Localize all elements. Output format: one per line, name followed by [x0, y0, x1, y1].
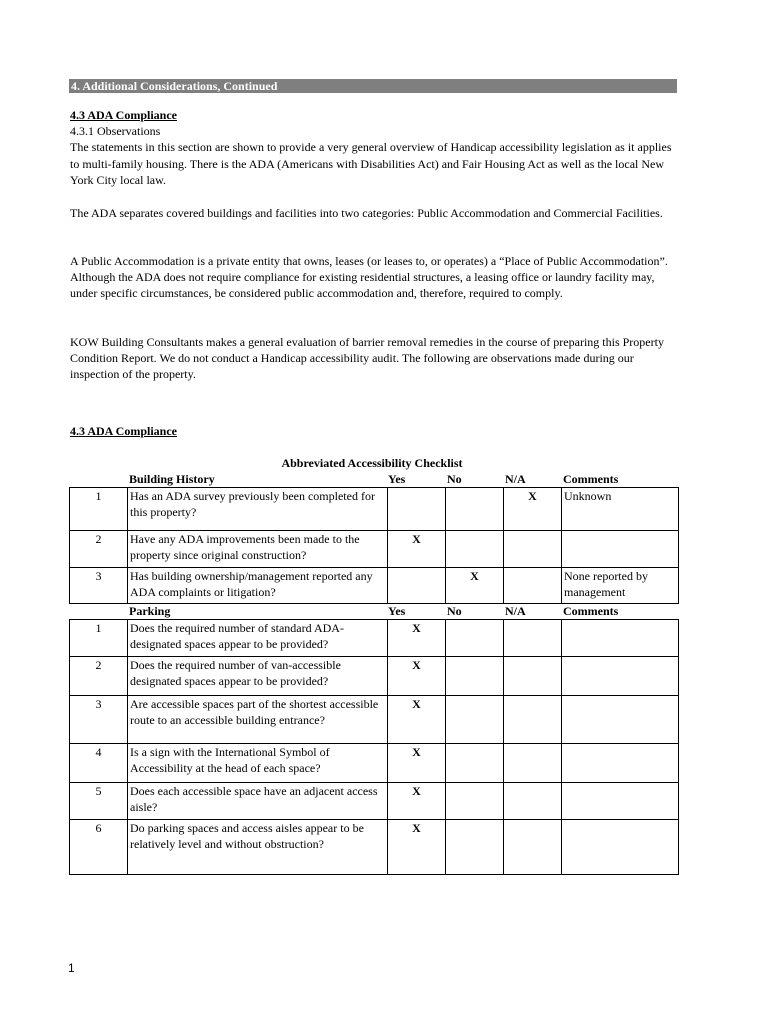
- building-history-table: [69, 487, 679, 604]
- yes-cell: X: [388, 657, 446, 696]
- row-number: 2: [70, 531, 128, 568]
- parking-table: [69, 619, 679, 875]
- yes-cell: [388, 568, 446, 604]
- no-cell: [446, 488, 504, 531]
- no-cell: X: [446, 568, 504, 604]
- question-text: Has building ownership/management reported any ADA complaints or litigation?: [128, 568, 388, 604]
- comment-cell: [562, 620, 679, 657]
- row-number: 6: [70, 820, 128, 875]
- no-cell: [446, 620, 504, 657]
- table-row: [70, 744, 679, 783]
- table-row: [70, 657, 679, 696]
- question-text: Do parking spaces and access aisles appear to be relatively level and without obstruction?: [128, 820, 388, 875]
- na-cell: [504, 620, 562, 657]
- section-heading: 4.3 ADA Compliance: [70, 108, 178, 122]
- col-header-comments: Comments: [563, 472, 619, 486]
- no-cell: [446, 744, 504, 783]
- checklist-title: Abbreviated Accessibility Checklist: [281, 456, 463, 470]
- no-cell: [446, 696, 504, 744]
- paragraph-categories: The ADA separates covered buildings and facilities into two categories: Public Accommodation and Commercial Facilities.: [70, 206, 663, 220]
- group-label-building-history: Building History: [129, 472, 215, 486]
- comment-cell: Unknown: [562, 488, 679, 531]
- comment-cell: [562, 696, 679, 744]
- yes-cell: X: [388, 744, 446, 783]
- row-number: 4: [70, 744, 128, 783]
- no-cell: [446, 820, 504, 875]
- table-row: [70, 696, 679, 744]
- table-row: [70, 620, 679, 657]
- col-header-yes: Yes: [388, 604, 406, 618]
- section-header: 4. Additional Considerations, Continued: [69, 79, 677, 93]
- row-number: 3: [70, 696, 128, 744]
- comment-cell: [562, 820, 679, 875]
- comment-cell: [562, 783, 679, 820]
- question-text: Is a sign with the International Symbol of Accessibility at the head of each space?: [128, 744, 388, 783]
- table-row: [70, 783, 679, 820]
- question-text: Have any ADA improvements been made to the property since original construction?: [128, 531, 388, 568]
- row-number: 5: [70, 783, 128, 820]
- no-cell: [446, 783, 504, 820]
- row-number: 1: [70, 620, 128, 657]
- no-cell: [446, 657, 504, 696]
- na-cell: X: [504, 488, 562, 531]
- yes-cell: X: [388, 783, 446, 820]
- question-text: Does each accessible space have an adjacent access aisle?: [128, 783, 388, 820]
- question-text: Has an ADA survey previously been completed for this property?: [128, 488, 388, 531]
- na-cell: [504, 696, 562, 744]
- page-number: 1: [68, 961, 75, 975]
- table-row: [70, 531, 679, 568]
- comment-cell: None reported by management: [562, 568, 679, 604]
- parking-header: [0, 603, 768, 619]
- na-cell: [504, 657, 562, 696]
- na-cell: [504, 783, 562, 820]
- na-cell: [504, 820, 562, 875]
- na-cell: [504, 744, 562, 783]
- col-header-na: N/A: [505, 604, 526, 618]
- paragraph-overview: The statements in this section are shown to provide a very general overview of Handicap accessibility legislation as it applies to multi-family housing. There is the ADA (Americans with Disabilities Act) and Fair Housing Act as well as the local New York City local law.: [70, 140, 672, 187]
- col-header-no: No: [447, 604, 462, 618]
- na-cell: [504, 568, 562, 604]
- intro-section: [70, 107, 682, 188]
- na-cell: [504, 531, 562, 568]
- col-header-comments: Comments: [563, 604, 619, 618]
- row-number: 2: [70, 657, 128, 696]
- yes-cell: X: [388, 820, 446, 875]
- comment-cell: [562, 744, 679, 783]
- yes-cell: X: [388, 696, 446, 744]
- col-header-na: N/A: [505, 472, 526, 486]
- subsection-heading: 4.3.1 Observations: [70, 124, 161, 139]
- row-number: 1: [70, 488, 128, 531]
- comment-cell: [562, 657, 679, 696]
- group-label-parking: Parking: [129, 604, 171, 618]
- table-row: [70, 568, 679, 604]
- question-text: Does the required number of standard ADA-designated spaces appear to be provided?: [128, 620, 388, 657]
- table-row: [70, 820, 679, 875]
- no-cell: [446, 531, 504, 568]
- paragraph-public-accommodation: A Public Accommodation is a private entity that owns, leases (or leases to, or operates) a “Place of Public Accommodation”. Although the ADA does not require compliance for existing residential structures, a leasing office or laundry facility may, under specific circumstances, be considered public accommodation and, therefore, required to comply.: [70, 254, 668, 301]
- row-number: 3: [70, 568, 128, 604]
- yes-cell: X: [388, 531, 446, 568]
- table-row: [70, 488, 679, 531]
- col-header-yes: Yes: [388, 472, 406, 486]
- comment-cell: [562, 531, 679, 568]
- question-text: Does the required number of van-accessible designated spaces appear to be provided?: [128, 657, 388, 696]
- question-text: Are accessible spaces part of the shortest accessible route to an accessible building entrance?: [128, 696, 388, 744]
- yes-cell: [388, 488, 446, 531]
- checklist-heading: 4.3 ADA Compliance: [70, 424, 178, 438]
- paragraph-kow-evaluation: KOW Building Consultants makes a general evaluation of barrier removal remedies in the course of preparing this Property Condition Report. We do not conduct a Handicap accessibility audit. The following are observations made during our inspection of the property.: [70, 335, 664, 382]
- yes-cell: X: [388, 620, 446, 657]
- building-history-header: [0, 471, 768, 487]
- col-header-no: No: [447, 472, 462, 486]
